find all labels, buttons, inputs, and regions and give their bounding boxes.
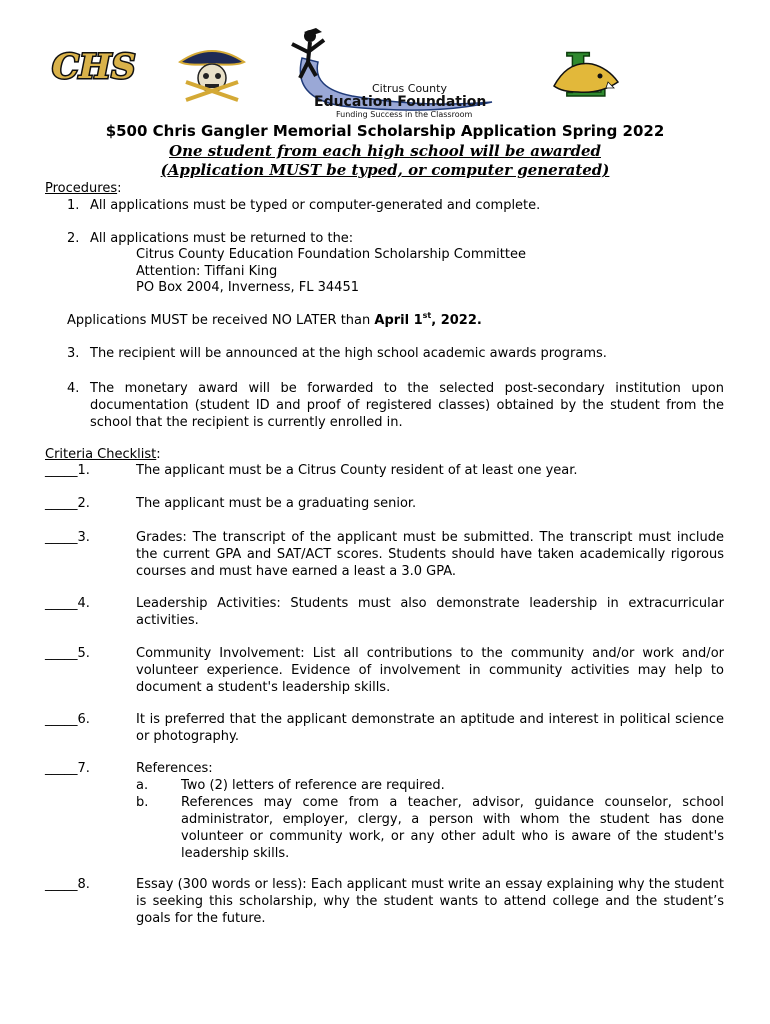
criteria-num-6: _____6.: [45, 712, 90, 727]
criteria-num-2: _____2.: [45, 496, 90, 511]
chs-logo: [50, 36, 136, 92]
procedure-num-3: 3.: [67, 346, 80, 361]
procedure-num-1: 1.: [67, 198, 80, 213]
subtitle-awarded: One student from each high school will be awarded: [169, 142, 601, 160]
procedure-text-2: All applications must be returned to the:: [90, 231, 354, 246]
criteria-text-2: The applicant must be a graduating senior.: [136, 496, 417, 511]
lhs-logo: [548, 42, 622, 100]
criteria-text-1: The applicant must be a Citrus County resident of at least one year.: [136, 463, 578, 478]
procedure-text-1: All applications must be typed or computer-generated and complete.: [90, 198, 541, 213]
deadline-text: Applications MUST be received NO LATER than April 1st, 2022.: [67, 311, 482, 328]
cef-logo-line2: Education Foundation: [314, 94, 487, 110]
criteria-text-8: Essay (300 words or less): Each applicant must write an essay explaining why the student is seeking this scholarship, why the student wants to attend college and the student’s goals for the future.: [136, 877, 724, 926]
procedures-heading: Procedures:: [45, 181, 122, 196]
procedure-text-4: The monetary award will be forwarded to the selected post-secondary institution upon documentation (student ID and proof of registered classes) obtained by the student from the school that the recipient is currently enrolled in.: [90, 381, 724, 430]
cef-logo-tagline: Funding Success in the Classroom: [336, 110, 473, 119]
criteria-text-3: Grades: The transcript of the applicant must be submitted. The transcript must include the current GPA and SAT/ACT scores. Students should have taken academically rigorous courses and must have earned a least a 3.0 GPA.: [136, 530, 724, 579]
procedure-text-3: The recipient will be announced at the high school academic awards programs.: [90, 346, 607, 361]
address-line-2: Attention: Tiffani King: [136, 264, 278, 279]
subtitle-typed: (Application MUST be typed, or computer generated): [160, 161, 610, 179]
pirate-logo: [178, 42, 246, 104]
reference-letter-a: a.: [136, 778, 149, 793]
criteria-num-3: _____3.: [45, 530, 90, 545]
criteria-heading: Criteria Checklist:: [45, 447, 161, 462]
criteria-text-5: Community Involvement: List all contributions to the community and/or work and/or volunteer experience. Evidence of involvement in community activities may help to document a student's leadership skills.: [136, 646, 724, 695]
address-line-1: Citrus County Education Foundation Scholarship Committee: [136, 247, 526, 262]
criteria-text-7: References:: [136, 761, 213, 776]
chs-logo-text: CHS: [52, 47, 136, 87]
criteria-num-7: _____7.: [45, 761, 90, 776]
reference-text-a: Two (2) letters of reference are required.: [181, 778, 445, 793]
criteria-text-6: It is preferred that the applicant demonstrate an aptitude and interest in political science or photography.: [136, 712, 724, 744]
procedure-num-2: 2.: [67, 231, 80, 246]
criteria-num-1: _____1.: [45, 463, 90, 478]
reference-letter-b: b.: [136, 795, 149, 810]
reference-text-b: References may come from a teacher, advisor, guidance counselor, school administrator, employer, clergy, a person with whom the student has done volunteer or community work, or any other adult who is aware of the student's leadership skills.: [181, 795, 724, 861]
criteria-num-4: _____4.: [45, 596, 90, 611]
procedure-num-4: 4.: [67, 381, 80, 396]
cef-logo: [282, 28, 498, 120]
criteria-text-4: Leadership Activities: Students must also demonstrate leadership in extracurricular activities.: [136, 596, 724, 628]
logo-bar: [0, 28, 770, 120]
address-line-3: PO Box 2004, Inverness, FL 34451: [136, 280, 359, 295]
criteria-num-8: _____8.: [45, 877, 90, 892]
cef-logo-line1: Citrus County: [372, 82, 447, 95]
page-title: $500 Chris Gangler Memorial Scholarship Application Spring 2022: [105, 122, 665, 140]
criteria-num-5: _____5.: [45, 646, 90, 661]
